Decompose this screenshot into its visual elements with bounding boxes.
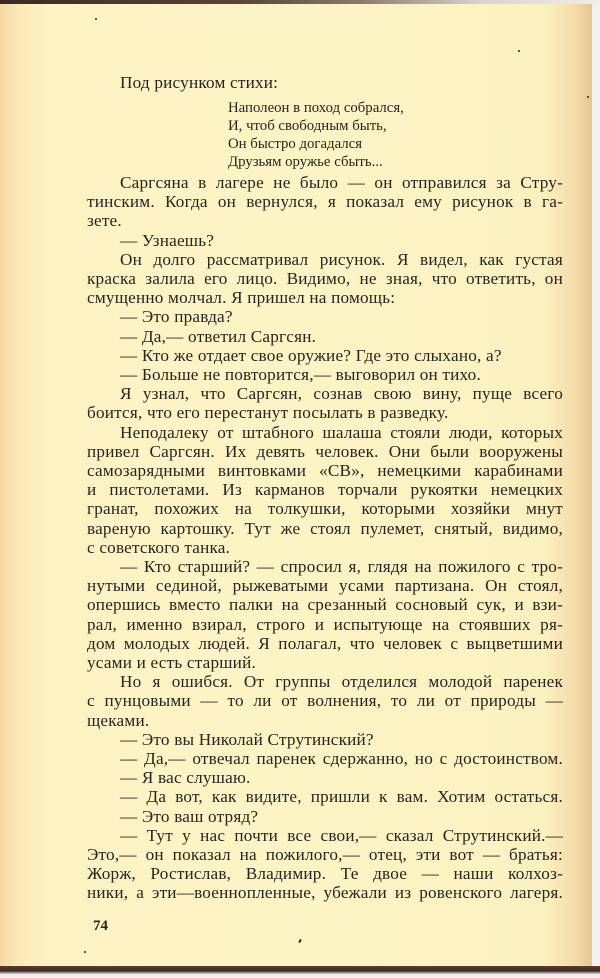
text-line: усами и есть старший. [87,653,256,672]
text-line: Саргсяна в лагере не было — он отправился за Стру- [120,173,563,192]
text-line: Это,— он показал на пожилого,— отец, эти вот — братья: [87,845,563,864]
text-line: — Это правда? [120,307,233,326]
text-line: — Это вы Николай Струтинский? [120,730,374,749]
text-line: Но я ошибся. От группы отделился молодой паренек [120,672,563,691]
scan-speck [95,18,97,20]
text-line: Я узнал, что Саргсян, сознав свою вину, пуще всего [120,384,563,403]
text-line: — Узнаешь? [120,231,215,250]
text-line: гранат, похожих на толкушки, которыми хозяйки мнут [87,499,563,518]
text-line: Он долго рассматривал рисунок. Я видел, как густая [120,250,563,269]
text-line: ники, а эти—военнопленные, убежали из ровенского лагеря. [87,883,563,902]
poem-line-1: Наполеон в поход собрался, [228,100,404,116]
text-line: — Это ваш отряд? [120,807,259,826]
text-line: дом молодых людей. Я полагал, что человек с выцветшими [87,634,563,653]
text-line: краска залила его лицо. Видимо, не зная, что ответить, он [87,269,563,288]
text-line: опершись вместо палки на срезанный сосновый сук, и взи- [87,595,563,614]
poem-line-4: Друзьям оружье сбыть... [228,154,383,170]
poem-line-3: Он быстро догадался [228,136,363,152]
page-number: 74 [93,918,108,934]
text-line: тинским. Когда он вернулся, я показал ему рисунок в га- [87,192,563,211]
page-bottom-edge [0,966,600,978]
text-line: Жорж, Ростислав, Владимир. Те двое — наши колхоз- [87,864,563,883]
text-line: — Я вас слушаю. [120,768,251,787]
text-line: с пунцовыми — то ли от волнения, то ли от природы — [87,691,563,710]
caption-intro: Под рисунком стихи: [120,73,279,92]
scan-speck [84,951,86,953]
text-line: смущенно молчал. Я пришел на помощь: [87,288,396,307]
text-line: — Больше не повторится,— выговорил он тихо. [120,365,481,384]
text-line: — Кто же отдает свое оружие? Где это слыхано, а? [120,346,502,365]
text-line: самозарядными винтовками «СВ», немецкими карабинами [87,461,563,480]
poem-line-2: И, чтоб свободным быть, [228,118,387,134]
scan-speck [518,50,520,52]
text-line: нутыми сединой, рыжеватыми усами партизана. Он стоял, [87,576,563,595]
text-line: — Кто старший? — спросил я, глядя на пожилого с тро- [120,557,563,576]
text-line: щеками. [87,711,150,730]
text-line: и пистолетами. Из карманов торчали рукоятки немецких [87,480,563,499]
text-line: с советского танка. [87,538,231,557]
text-line: Неподалеку от штабного шалаша стояли люди, которых [120,423,563,442]
text-line: привел Саргсян. Их девять человек. Они были вооружены [87,442,563,461]
text-line: зете. [87,211,122,230]
text-line: — Тут у нас почти все свои,— сказал Струтинский.— [120,826,563,845]
scan-speck [587,96,589,98]
text-line: вареную картошку. Тут же стоял пулемет, снятый, видимо, [87,519,563,538]
text-line: рал, именно взирал, строго и испытующе на стоявших ря- [87,615,563,634]
text-line: — Да,— отвечал паренек сдержанно, но с достоинством. [120,749,563,768]
text-line: — Да вот, как видите, пришли к вам. Хотим остаться. [120,787,563,806]
text-line: боится, что его перестанут посылать в разведку. [87,403,449,422]
text-line: — Да,— ответил Саргсян. [120,327,317,346]
